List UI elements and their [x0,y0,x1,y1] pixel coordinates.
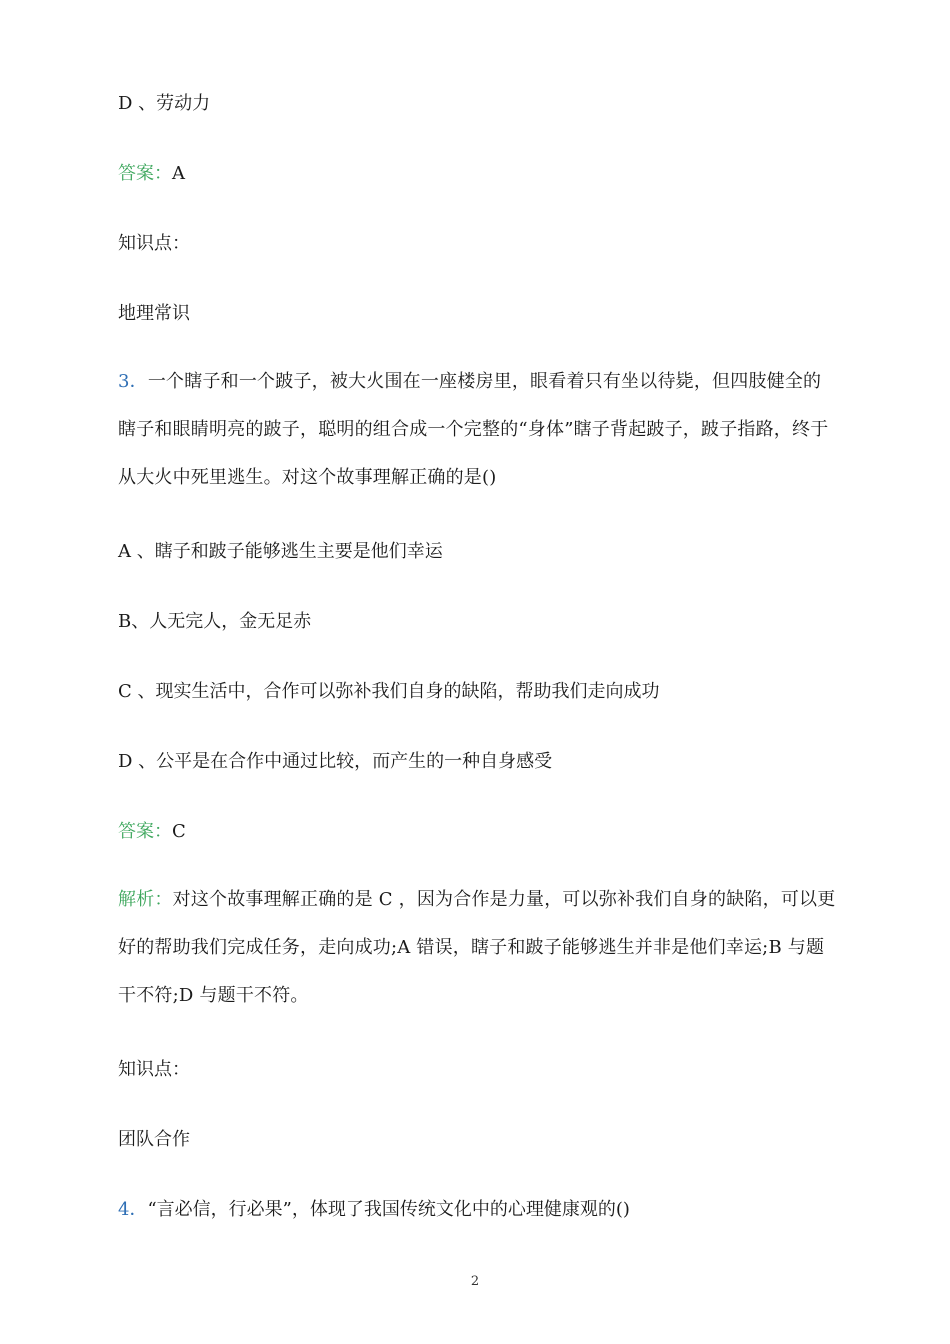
q3-knowledge-label: 知识点： [118,1059,190,1080]
answer-label: 答案： [118,821,172,842]
q3-option-d: D 、公平是在合作中通过比较，而产生的一种自身感受 [118,751,553,772]
q3-answer [118,820,186,844]
question-number: 4． [118,1199,148,1220]
q3-knowledge-value: 团队合作 [118,1129,190,1150]
page-number: 2 [470,1274,480,1289]
analysis-label: 解析： [118,889,173,910]
q3-analysis [118,876,838,1020]
q2-answer [118,162,185,186]
question-number: 3． [118,371,148,392]
q2-knowledge-value: 地理常识 [118,303,190,324]
q2-knowledge-label: 知识点： [118,233,190,254]
q3-option-a: A 、瞎子和跛子能够逃生主要是他们幸运 [118,541,443,562]
answer-value: C [172,821,186,842]
q4-stem [118,1198,630,1222]
answer-value: A [172,163,185,184]
q3-option-c: C 、现实生活中，合作可以弥补我们自身的缺陷，帮助我们走向成功 [118,681,660,702]
q3-stem [118,358,838,502]
analysis-text: 对这个故事理解正确的是 C ，因为合作是力量，可以弥补我们自身的缺陷，可以更好的帮助我们完成任务，走向成功;A 错误，瞎子和跛子能够逃生并非是他们幸运;B 与题干不符;D 与题干不符。 [118,889,836,1006]
answer-label: 答案： [118,163,172,184]
question-text: “言必信，行必果”，体现了我国传统文化中的心理健康观的() [147,1199,630,1220]
question-text: 一个瞎子和一个跛子，被大火围在一座楼房里，眼看着只有坐以待毙，但四肢健全的瞎子和眼睛明亮的跛子，聪明的组合成一个完整的“身体”瞎子背起跛子，跛子指路，终于从大火中死里逃生。对这个故事理解正确的是() [118,371,829,488]
q3-option-b: B、人无完人，金无足赤 [118,611,312,632]
q2-option-d: D 、劳动力 [118,93,211,114]
